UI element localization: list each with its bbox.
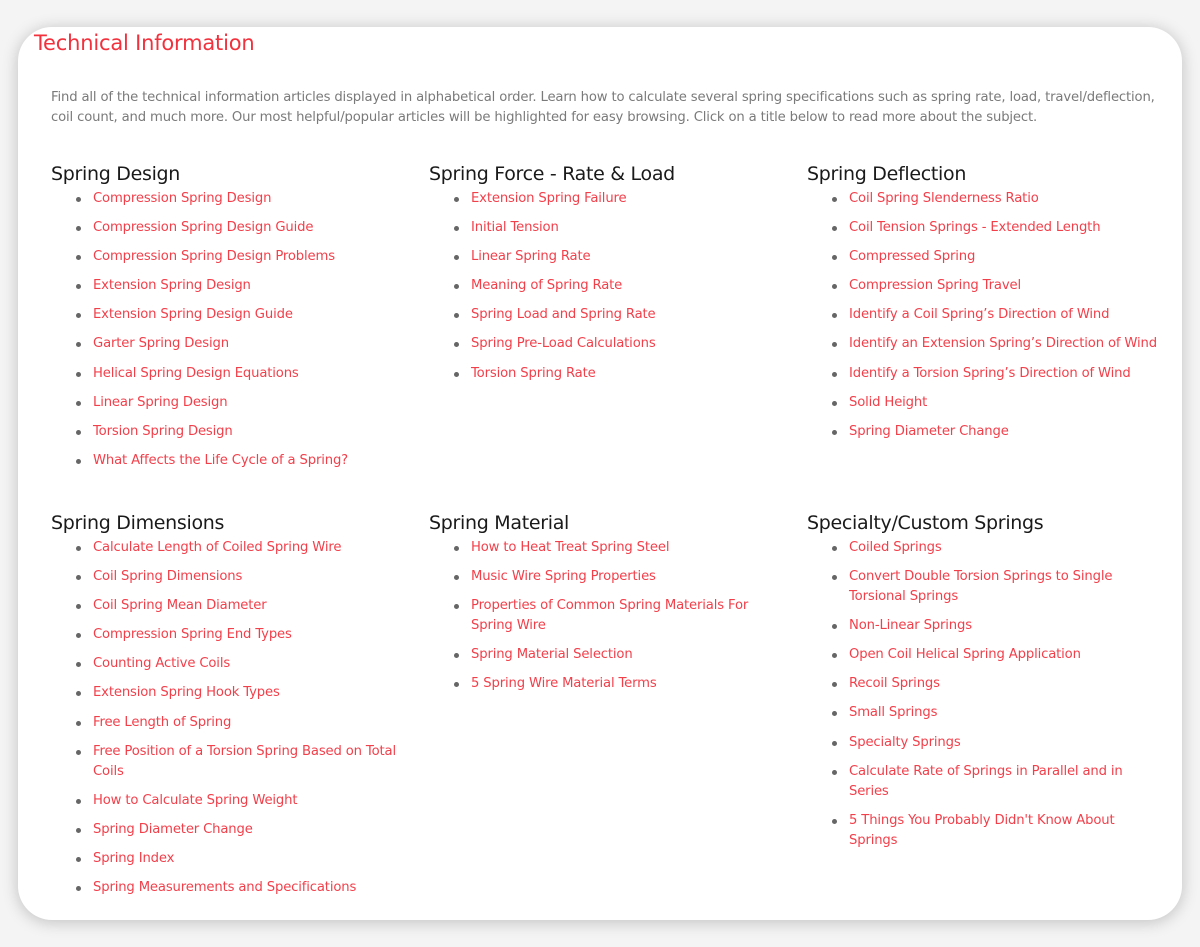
article-link[interactable]: Coil Tension Springs - Extended Length (849, 220, 1101, 236)
bullet-icon (76, 662, 81, 667)
bullet-icon (454, 372, 459, 377)
article-link[interactable]: 5 Spring Wire Material Terms (471, 676, 657, 692)
list-item (454, 305, 779, 325)
bullet-icon (454, 342, 459, 347)
article-list (51, 189, 401, 471)
article-link[interactable]: Specialty Springs (849, 734, 961, 750)
bullet-icon (76, 633, 81, 638)
article-link[interactable]: Torsion Spring Rate (471, 365, 596, 381)
article-link[interactable]: Solid Height (849, 394, 928, 410)
list-item (832, 218, 1157, 238)
article-list (429, 538, 779, 694)
article-link[interactable]: 5 Things You Probably Didn't Know About Springs (849, 812, 1115, 848)
list-item (76, 364, 401, 384)
article-link[interactable]: Extension Spring Hook Types (93, 685, 280, 701)
section-spring-dimensions (51, 510, 401, 907)
article-link[interactable]: Meaning of Spring Rate (471, 278, 623, 294)
list-item (454, 218, 779, 238)
article-link[interactable]: Compression Spring Design (93, 191, 272, 206)
list-item (76, 334, 401, 354)
intro-paragraph: Find all of the technical information articles displayed in alphabetical order. Learn how to calculate several spring specifications such as spring rate, load, travel/deflection, coil count, and much more. Our most helpful/popular articles will be highlighted for easy browsing. Click on a title below to read more about the subject. (51, 90, 1155, 125)
bullet-icon (76, 342, 81, 347)
bullet-icon (832, 401, 837, 406)
bullet-icon (454, 197, 459, 202)
list-item (76, 742, 401, 782)
section-heading: Spring Force - Rate & Load (429, 163, 675, 185)
list-item (832, 247, 1157, 267)
section-spring-force-rate-load (429, 161, 779, 393)
list-item (454, 567, 779, 587)
article-link[interactable]: Extension Spring Design (93, 278, 251, 294)
list-item (76, 683, 401, 703)
article-link[interactable]: Linear Spring Design (93, 394, 228, 410)
article-link[interactable]: Properties of Common Spring Materials For Spring Wire (471, 598, 749, 634)
bullet-icon (76, 750, 81, 755)
article-link[interactable]: Identify a Coil Spring’s Direction of Wind (849, 307, 1110, 323)
list-item (76, 276, 401, 296)
article-link[interactable]: Free Length of Spring (93, 714, 232, 730)
article-link[interactable]: Coil Spring Slenderness Ratio (849, 191, 1039, 206)
bullet-icon (832, 819, 837, 824)
bullet-icon (76, 226, 81, 231)
list-item (832, 305, 1157, 325)
list-item (454, 538, 779, 558)
bullet-icon (832, 682, 837, 687)
technical-information-card (18, 27, 1182, 920)
article-link[interactable]: Counting Active Coils (93, 656, 231, 672)
section-heading: Spring Deflection (807, 163, 967, 185)
article-link[interactable]: Convert Double Torsion Springs to Single Torsional Springs (849, 569, 1113, 605)
article-link[interactable]: Coiled Springs (849, 540, 942, 555)
list-item (76, 422, 401, 442)
list-item (76, 791, 401, 811)
article-link[interactable]: Music Wire Spring Properties (471, 569, 656, 585)
bullet-icon (832, 255, 837, 260)
section-specialty-custom-springs (807, 510, 1157, 860)
article-link[interactable]: Compressed Spring (849, 249, 976, 265)
list-item (454, 189, 779, 209)
article-link[interactable]: What Affects the Life Cycle of a Spring? (93, 452, 349, 468)
bullet-icon (832, 711, 837, 716)
bullet-icon (76, 284, 81, 289)
article-link[interactable]: Identify an Extension Spring’s Direction of Wind (849, 336, 1157, 352)
bullet-icon (454, 653, 459, 658)
article-link[interactable]: Compression Spring Design Problems (93, 249, 335, 265)
list-item (76, 218, 401, 238)
article-link[interactable]: Helical Spring Design Equations (93, 365, 299, 381)
article-link[interactable]: Garter Spring Design (93, 336, 229, 352)
list-item (76, 849, 401, 869)
list-item (76, 567, 401, 587)
bullet-icon (832, 226, 837, 231)
bullet-icon (832, 313, 837, 318)
article-link[interactable]: Spring Load and Spring Rate (471, 307, 656, 323)
article-link[interactable]: How to Heat Treat Spring Steel (471, 540, 670, 555)
bullet-icon (832, 741, 837, 746)
list-item (454, 276, 779, 296)
article-link[interactable]: Spring Pre-Load Calculations (471, 336, 656, 352)
list-item (76, 189, 401, 209)
bullet-icon (454, 604, 459, 609)
article-link[interactable]: Linear Spring Rate (471, 249, 591, 265)
article-link[interactable]: How to Calculate Spring Weight (93, 792, 298, 808)
bullet-icon (832, 653, 837, 658)
article-link[interactable]: Compression Spring End Types (93, 627, 292, 643)
section-heading: Spring Dimensions (51, 512, 225, 534)
bullet-icon (832, 624, 837, 629)
bullet-icon (76, 575, 81, 580)
list-item (832, 733, 1157, 753)
list-item (832, 189, 1157, 209)
bullet-icon (832, 284, 837, 289)
article-link[interactable]: Recoil Springs (849, 676, 940, 692)
bullet-icon (76, 691, 81, 696)
section-heading: Spring Design (51, 163, 181, 185)
bullet-icon (76, 372, 81, 377)
article-link[interactable]: Free Position of a Torsion Spring Based on Total Coils (93, 743, 396, 779)
article-link[interactable]: Extension Spring Design Guide (93, 307, 293, 323)
article-link[interactable]: Spring Measurements and Specifications (93, 880, 357, 896)
article-link[interactable]: Compression Spring Travel (849, 278, 1021, 294)
bullet-icon (454, 575, 459, 580)
bullet-icon (454, 284, 459, 289)
article-link[interactable]: Open Coil Helical Spring Application (849, 647, 1081, 663)
bullet-icon (76, 604, 81, 609)
list-item (832, 538, 1157, 558)
list-item (832, 364, 1157, 384)
list-item (454, 674, 779, 694)
bullet-icon (76, 857, 81, 862)
bullet-icon (76, 721, 81, 726)
list-item (832, 762, 1157, 802)
article-list (807, 189, 1157, 442)
list-item (76, 596, 401, 616)
list-item (832, 811, 1157, 851)
bullet-icon (76, 430, 81, 435)
list-item (76, 247, 401, 267)
article-list (429, 189, 779, 384)
bullet-icon (76, 255, 81, 260)
list-item (454, 247, 779, 267)
list-item (76, 713, 401, 733)
article-list (51, 538, 401, 898)
bullet-icon (76, 546, 81, 551)
article-link[interactable]: Calculate Rate of Springs in Parallel and in Series (849, 763, 1123, 799)
bullet-icon (76, 828, 81, 833)
list-item (76, 625, 401, 645)
article-link[interactable]: Spring Diameter Change (849, 423, 1009, 439)
list-item (832, 674, 1157, 694)
article-link[interactable]: Identify a Torsion Spring’s Direction of Wind (849, 365, 1131, 381)
section-spring-design (51, 161, 401, 480)
list-item (454, 334, 779, 354)
bullet-icon (832, 546, 837, 551)
article-link[interactable]: Spring Index (93, 850, 175, 866)
bullet-icon (454, 682, 459, 687)
bullet-icon (832, 342, 837, 347)
article-link[interactable]: Extension Spring Failure (471, 191, 627, 206)
list-item (76, 538, 401, 558)
page-title: Technical Information (34, 31, 255, 55)
bullet-icon (76, 459, 81, 464)
bullet-icon (832, 430, 837, 435)
bullet-icon (76, 197, 81, 202)
list-item (76, 393, 401, 413)
section-spring-material (429, 510, 779, 703)
bullet-icon (832, 770, 837, 775)
article-link[interactable]: Compression Spring Design Guide (93, 220, 314, 236)
list-item (76, 878, 401, 898)
list-item (76, 820, 401, 840)
article-link[interactable]: Torsion Spring Design (93, 423, 233, 439)
list-item (832, 616, 1157, 636)
list-item (832, 422, 1157, 442)
list-item (76, 654, 401, 674)
article-list (807, 538, 1157, 851)
bullet-icon (454, 255, 459, 260)
bullet-icon (76, 313, 81, 318)
article-link[interactable]: Spring Diameter Change (93, 821, 253, 837)
section-heading: Spring Material (429, 512, 570, 534)
section-spring-deflection (807, 161, 1157, 451)
list-item (832, 645, 1157, 665)
list-item (454, 364, 779, 384)
bullet-icon (454, 226, 459, 231)
bullet-icon (832, 575, 837, 580)
list-item (832, 393, 1157, 413)
bullet-icon (76, 799, 81, 804)
bullet-icon (832, 197, 837, 202)
section-heading: Specialty/Custom Springs (807, 512, 1044, 534)
bullet-icon (454, 313, 459, 318)
list-item (832, 567, 1157, 607)
bullet-icon (832, 372, 837, 377)
article-link[interactable]: Non-Linear Springs (849, 618, 972, 634)
list-item (832, 703, 1157, 723)
bullet-icon (76, 886, 81, 891)
list-item (832, 276, 1157, 296)
list-item (454, 645, 779, 665)
list-item (454, 596, 779, 636)
list-item (832, 334, 1157, 354)
list-item (76, 305, 401, 325)
article-link[interactable]: Small Springs (849, 705, 938, 721)
bullet-icon (454, 546, 459, 551)
bullet-icon (76, 401, 81, 406)
article-link[interactable]: Calculate Length of Coiled Spring Wire (93, 540, 342, 555)
article-link[interactable]: Spring Material Selection (471, 647, 633, 663)
list-item (76, 451, 401, 471)
article-link[interactable]: Initial Tension (471, 220, 559, 236)
article-link[interactable]: Coil Spring Mean Diameter (93, 598, 267, 614)
article-link[interactable]: Coil Spring Dimensions (93, 569, 243, 585)
